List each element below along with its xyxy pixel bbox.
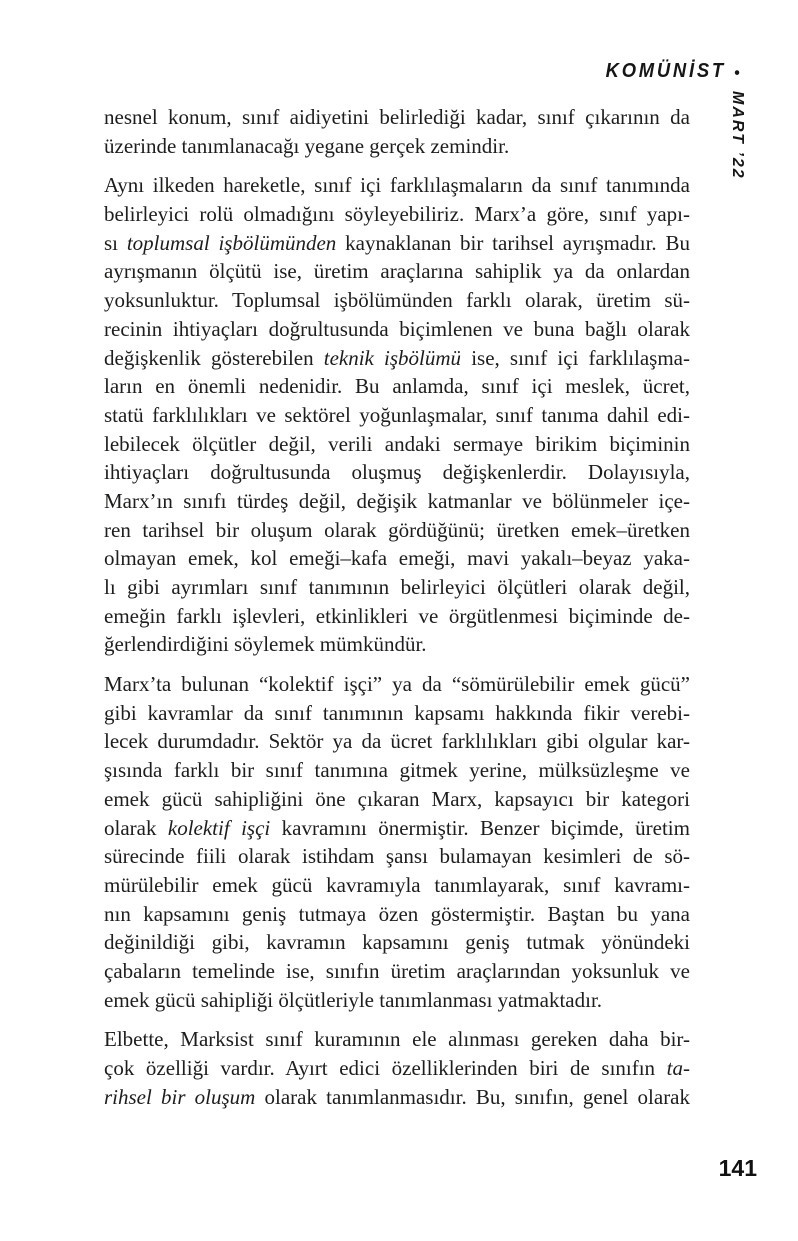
text-line: Marx’ta bulunan “kolektif işçi” ya da “sömürülebilir emek gücü” xyxy=(104,672,690,697)
body-text xyxy=(104,103,690,1111)
text-line: üzerinde tanımlanacağı yegane gerçek zemindir. xyxy=(104,133,510,158)
text-line: yoksunluktur. Toplumsal işbölümünden farklı olarak, üretim sü- xyxy=(104,288,690,313)
text-line: lı gibi ayrımları sınıf tanımının belirleyici ölçütleri olarak değil, xyxy=(104,575,690,599)
text-line: sı toplumsal işbölümünden kaynaklanan bir tarihsel ayrışmadır. Bu xyxy=(104,230,690,255)
page-number: 141 xyxy=(718,1155,757,1181)
issue-label-vertical: MART ’22 xyxy=(729,91,746,180)
paragraph xyxy=(104,103,690,160)
text-line: gibi kavramlar da sınıf tanımının kapsamı hakkında fikir verebi- xyxy=(104,700,690,725)
paragraph xyxy=(104,171,690,659)
text-line: nın kapsamını geniş tutmaya özen göstermiştir. Baştan bu yana xyxy=(104,901,690,926)
text-line: rihsel bir oluşum olarak tanımlanmasıdır. Bu, sınıfın, genel olarak xyxy=(104,1084,690,1109)
text-line: belirleyici rolü olmadığını söyleyebiliriz. Marx’a göre, sınıf yapı- xyxy=(104,202,690,227)
bullet-separator-icon: • xyxy=(734,62,740,82)
running-head xyxy=(606,60,740,83)
text-line: ihtiyaçları doğrultusunda oluşmuş değişkenlerdir. Dolayısıyla, xyxy=(104,460,690,485)
text-line: değişkenlik gösterebilen teknik işbölümü ise, sınıf içi farklılaşma- xyxy=(104,345,690,370)
text-line: çok özelliği vardır. Ayırt edici özelliklerinden biri de sınıfın ta- xyxy=(104,1056,690,1080)
text-line: ğerlendirdiğini söylemek mümkündür. xyxy=(104,632,427,657)
text-line: lebilecek ölçütler değil, verili andaki sermaye birikim biçiminin xyxy=(104,431,690,456)
text-line: ayrışmanın ölçütü ise, üretim araçlarına sahiplik ya da onlardan xyxy=(104,259,690,284)
text-line: ların en önemli nedenidir. Bu anlamda, sınıf içi meslek, ücret, xyxy=(104,374,690,399)
text-line: şısında farklı bir sınıf tanımına gitmek yerine, mülksüzleşme ve xyxy=(104,758,690,783)
magazine-title: KOMÜNİST xyxy=(606,60,727,82)
paragraph xyxy=(104,670,690,1014)
paragraph xyxy=(104,1025,690,1111)
text-line: emek gücü sahipliğini öne çıkaran Marx, kapsayıcı bir kategori xyxy=(104,786,690,811)
text-line: Marx’ın sınıfı türdeş değil, değişik katmanlar ve bölünmeler içe- xyxy=(104,488,690,513)
text-line: statü farklılıkları ve sektörel yoğunlaşmalar, sınıf tanıma dahil edi- xyxy=(104,402,690,427)
text-line: nesnel konum, sınıf aidiyetini belirlediği kadar, sınıf çıkarının da xyxy=(104,105,690,129)
text-line: mürülebilir emek gücü kavramıyla tanımlayarak, sınıf kavramı- xyxy=(104,872,690,897)
text-line: değinildiği gibi, kavramın kapsamını geniş tutmak yönündeki xyxy=(104,930,690,955)
text-line: çabaların temelinde ise, sınıfın üretim araçlarından yoksunluk ve xyxy=(104,958,690,983)
text-line: olmayan emek, kol emeği–kafa emeği, mavi yakalı–beyaz yaka- xyxy=(104,546,690,571)
text-line: ren tarihsel bir oluşum olarak gördüğünü; üretken emek–üretken xyxy=(104,517,690,542)
text-line: lecek durumdadır. Sektör ya da ücret farklılıkları gibi olgular kar- xyxy=(104,729,690,754)
text-line: Elbette, Marksist sınıf kuramının ele alınması gereken daha bir- xyxy=(104,1027,690,1052)
text-line: emek gücü sahipliği ölçütleriyle tanımlanması yatmaktadır. xyxy=(104,987,603,1012)
text-line: Aynı ilkeden hareketle, sınıf içi farklılaşmaların da sınıf tanımında xyxy=(104,173,690,198)
text-line: sürecinde fiili olarak istihdam şansı bulamayan kesimleri de sö- xyxy=(104,844,690,869)
text-line: emeğin farklı işlevleri, etkinlikleri ve örgütlenmesi biçiminde de- xyxy=(104,603,690,628)
text-line: olarak kolektif işçi kavramını önermiştir. Benzer biçimde, üretim xyxy=(104,815,690,840)
text-line: recinin ihtiyaçları doğrultusunda biçimlenen ve buna bağlı olarak xyxy=(104,316,690,341)
